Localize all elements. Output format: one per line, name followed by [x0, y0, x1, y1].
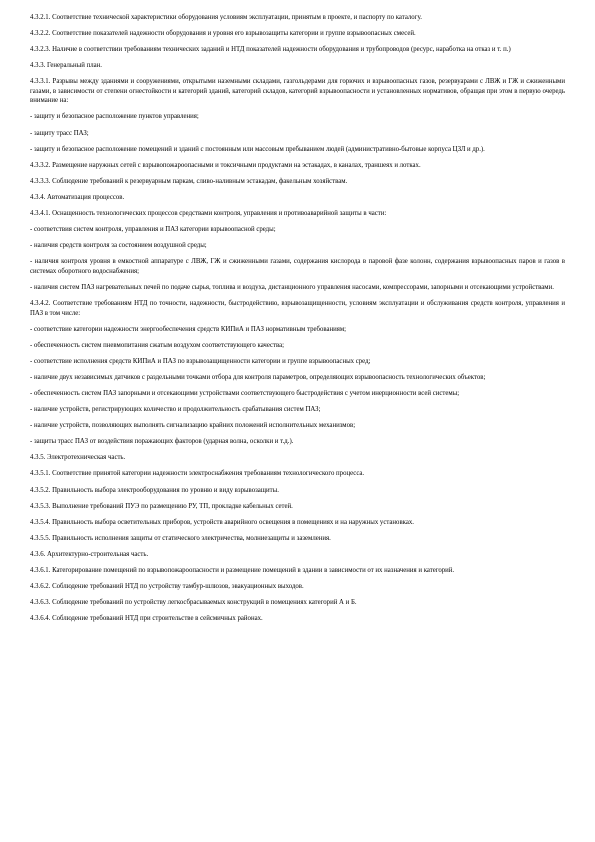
list-item: - обеспеченность систем ПАЗ запорными и отсекающими устройствами соответствующего быстродействия с учетом инерционности всей системы;	[30, 389, 460, 397]
paragraph-4-3-4-1: 4.3.4.1. Оснащенность технологических процессов средствами контроля, управления и противоаварийной защиты в части:	[30, 210, 387, 218]
section-heading-4-3-3: 4.3.3. Генеральный план.	[30, 62, 102, 70]
list-item: - соответствие исполнения средств КИПиА и ПАЗ по взрывозащищенности категории и группе взрывоопасных сред;	[30, 357, 371, 365]
paragraph-4-3-3-3: 4.3.3.3. Соблюдение требований к резервуарным паркам, сливо-наливным эстакадам, факельным хозяйствам.	[30, 177, 348, 185]
paragraph-4-3-3-1: 4.3.3.1. Разрывы между зданиями и сооружениями, открытыми наземными складами, газгольдерами для горючих и взрывоопасных газов, резервуарами с ЛВЖ и ГЖ и сжиженными газами, в зависимости от степени огнестойкости и категорий зданий, категорий складов, категорий взрывоопасности и установленных нормативов, обращая при этом в первую очередь внимание на:	[30, 78, 565, 105]
list-item: - соответствия систем контроля, управления и ПАЗ категории взрывоопасной среды;	[30, 226, 276, 234]
list-item: - наличие устройств, регистрирующих количество и продолжительность срабатывания систем ПАЗ;	[30, 406, 321, 414]
paragraph-4-3-2-3: 4.3.2.3. Наличие в соответствии требованиям технических заданий и НТД показателей надежности оборудования и трубопроводов (ресурс, наработка на отказ и т. п.)	[30, 46, 511, 54]
list-item: - защиту и безопасное расположение помещений и зданий с постоянным или массовым пребыванием людей (административно-бытовые корпуса ЦЗЛ и др.).	[30, 145, 485, 153]
paragraph-4-3-6-3: 4.3.6.3. Соблюдение требований по устройству легкосбрасываемых конструкций в помещениях категорий А и Б.	[30, 599, 357, 607]
list-item: - наличия средств контроля за состоянием воздушной среды;	[30, 242, 207, 250]
paragraph-4-3-3-2: 4.3.3.2. Размещение наружных сетей с взрывопожароопасными и токсичными продуктами на эстакадах, в каналах, траншеях и лотках.	[30, 161, 421, 169]
list-item: - наличия контроля уровня в емкостной аппаратуре с ЛВЖ, ГЖ и сжиженными газами, содержания кислорода в паровой фазе колонн, содержания взрывоопасных паров и газов в системах оборотного водоснабжения;	[30, 258, 565, 275]
paragraph-4-3-5-4: 4.3.5.4. Правильность выбора осветительных приборов, устройств аварийного освещения в помещениях и на наружных установках.	[30, 518, 414, 526]
list-item: - наличие двух независимых датчиков с раздельными точками отбора для контроля параметров, определяющих взрывоопасность технологических объектов;	[30, 373, 486, 381]
section-heading-4-3-5: 4.3.5. Электротехническая часть.	[30, 454, 126, 462]
list-item: - защиту трасс ПАЗ;	[30, 129, 89, 137]
list-item: - соответствие категории надежности энергообеспечения средств КИПиА и ПАЗ нормативным требованиям;	[30, 325, 347, 333]
paragraph-4-3-6-2: 4.3.6.2. Соблюдение требований НТД по устройству тамбур-шлюзов, эвакуационных выходов.	[30, 583, 304, 591]
list-item: - обеспеченность систем пневмопитания сжатым воздухом соответствующего качества;	[30, 341, 285, 349]
section-heading-4-3-4: 4.3.4. Автоматизация процессов.	[30, 193, 125, 201]
paragraph-4-3-5-2: 4.3.5.2. Правильность выбора электрооборудования по уровню и виду взрывозащиты.	[30, 486, 279, 494]
list-item: - наличия систем ПАЗ нагревательных печей по подаче сырья, топлива и воздуха, дистанционного управления насосами, компрессорами, запорными и отсекающими устройствами.	[30, 283, 554, 291]
paragraph-4-3-2-2: 4.3.2.2. Соответствие показателей надежности оборудования и уровня его взрывозащиты категории и группе взрывоопасных смесей.	[30, 30, 416, 38]
paragraph-4-3-4-2: 4.3.4.2. Соответствие требованиям НТД по точности, надежности, быстродействию, взрывозащищенности, условиям эксплуатации и обслуживания средств контроля, управления и ПАЗ в том числе:	[30, 300, 565, 317]
list-item: - защиту и безопасное расположение пунктов управления;	[30, 113, 199, 121]
section-heading-4-3-6: 4.3.6. Архитектурно-строительная часть.	[30, 550, 149, 558]
paragraph-4-3-5-3: 4.3.5.3. Выполнение требований ПУЭ по размещению РУ, ТП, прокладке кабельных сетей.	[30, 502, 293, 510]
list-item: - наличие устройств, позволяющих выполнять сигнализацию крайних положений исполнительных механизмов;	[30, 422, 356, 430]
paragraph-4-3-2-1: 4.3.2.1. Соответствие технической характеристики оборудования условиям эксплуатации, принятым в проекте, и паспорту по каталогу.	[30, 14, 422, 21]
document-body	[30, 13, 565, 630]
paragraph-4-3-5-1: 4.3.5.1. Соответствие принятой категории надежности электроснабжения требованиям технологического процесса.	[30, 470, 365, 478]
paragraph-4-3-6-4: 4.3.6.4. Соблюдение требований НТД при строительстве в сейсмичных районах.	[30, 615, 263, 623]
paragraph-4-3-5-5: 4.3.5.5. Правильность исполнения защиты от статического электричества, молниезащиты и заземления.	[30, 534, 331, 542]
paragraph-4-3-6-1: 4.3.6.1. Категорирование помещений по взрывопожароопасности и размещение помещений в здании в зависимости от их назначения и категорий.	[30, 567, 455, 574]
list-item: - защиты трасс ПАЗ от воздействия поражающих факторов (ударная волна, осколки и т.д.).	[30, 438, 294, 446]
